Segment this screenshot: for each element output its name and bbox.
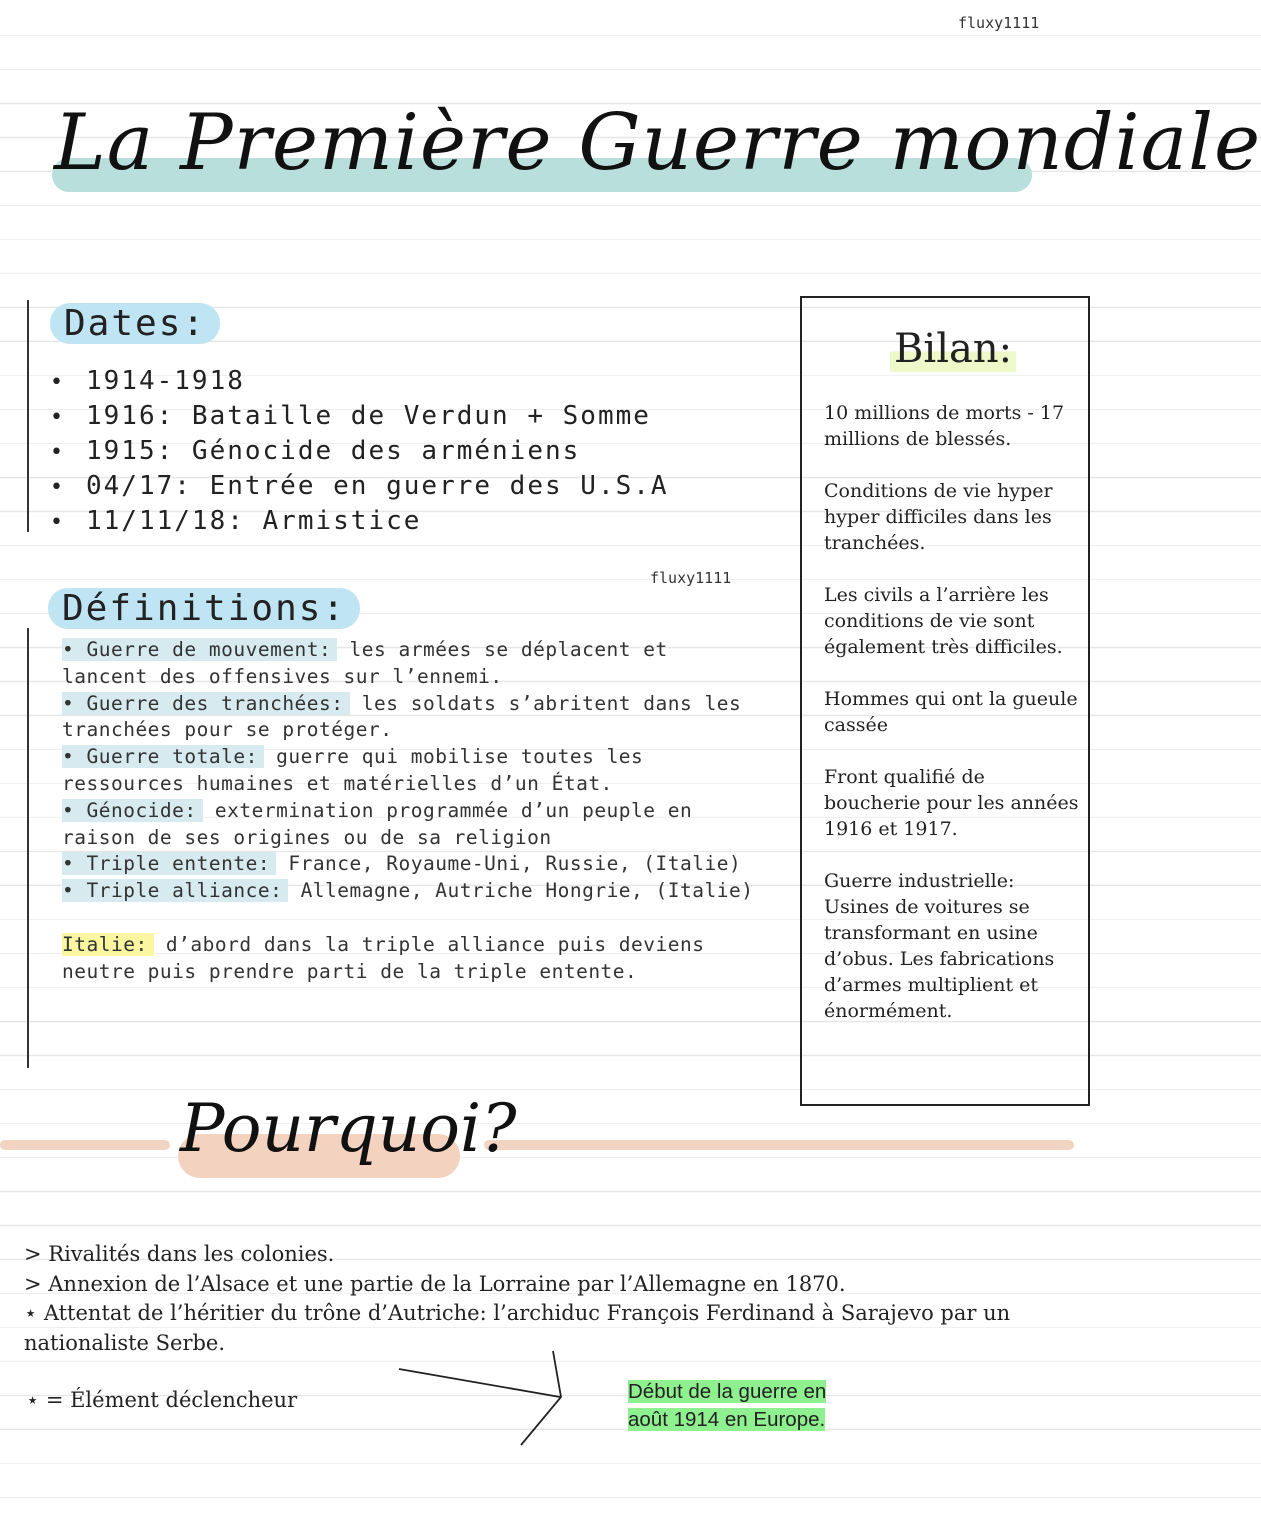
definition-item	[62, 851, 762, 878]
trigger-legend: ⋆ = Élément déclencheur	[26, 1388, 298, 1412]
causes-list	[24, 1240, 1064, 1358]
definition-term: • Triple entente:	[62, 852, 276, 875]
definitions-margin-line	[27, 628, 29, 1068]
war-start-note	[628, 1378, 848, 1434]
definition-text: les soldats s’abritent dans les tranchées pour se protéger.	[62, 691, 742, 742]
date-item: • 1914-1918	[50, 366, 669, 401]
title-block	[40, 90, 1261, 220]
date-item: • 11/11/18: Armistice	[50, 506, 669, 541]
definition-item	[62, 691, 762, 745]
bilan-item: Front qualifié de boucherie pour les années 1916 et 1917.	[824, 766, 1079, 840]
definition-term: • Génocide:	[62, 799, 203, 822]
pourquoi-divider-left	[0, 1140, 170, 1150]
bilan-item: Conditions de vie hyper hyper difficiles dans les tranchées.	[824, 480, 1053, 554]
bilan-title: Bilan:	[890, 326, 1016, 372]
watermark-top: fluxy1111	[958, 14, 1040, 32]
bilan-box	[800, 296, 1090, 1106]
cause-item: > Annexion de l’Alsace et une partie de la Lorraine par l’Allemagne en 1870.	[24, 1271, 846, 1296]
dates-list	[50, 366, 669, 541]
date-item: • 1916: Bataille de Verdun + Somme	[50, 401, 669, 436]
definition-text: Allemagne, Autriche Hongrie, (Italie)	[288, 879, 754, 903]
definition-term: • Guerre de mouvement:	[62, 638, 337, 661]
definitions-list	[62, 637, 762, 986]
definition-text: extermination programmée d’un peuple en raison de ses origines ou de sa religion	[62, 798, 693, 849]
bilan-item: 10 millions de morts - 17 millions de blessés.	[824, 402, 1065, 450]
watermark-middle: fluxy1111	[650, 569, 732, 587]
italie-term: Italie:	[62, 933, 154, 956]
definition-term: • Triple alliance:	[62, 879, 288, 902]
bilan-list	[824, 400, 1084, 1050]
definition-text: les armées se déplacent et lancent des offensives sur l’ennemi.	[62, 638, 668, 688]
date-item: • 1915: Génocide des arméniens	[50, 436, 669, 471]
dates-margin-line	[27, 300, 29, 532]
definition-item	[62, 798, 762, 852]
page-title: La Première Guerre mondiale	[54, 98, 1261, 188]
bilan-item: Guerre industrielle: Usines de voitures se transformant en usine d’obus. Les fabrications d’armes multiplient et énormément.	[824, 870, 1055, 1022]
definition-item	[62, 744, 762, 798]
definition-text: guerre qui mobilise toutes les ressources humaines et matérielles d’un État.	[62, 745, 644, 795]
dates-heading: Dates:	[50, 303, 220, 344]
definitions-heading: Définitions:	[48, 588, 360, 629]
definition-text: France, Royaume-Uni, Russie, (Italie)	[276, 852, 742, 876]
definition-item	[62, 878, 762, 905]
definition-term: • Guerre des tranchées:	[62, 692, 350, 715]
pourquoi-title: Pourquoi?	[180, 1090, 517, 1167]
bilan-item: Hommes qui ont la gueule cassée	[824, 688, 1078, 736]
spacer	[62, 905, 762, 932]
date-item: • 04/17: Entrée en guerre des U.S.A	[50, 471, 669, 506]
war-start-text: Début de la guerre en août 1914 en Europe.	[628, 1380, 827, 1431]
cause-item: ⋆ Attentat de l’héritier du trône d’Autriche: l’archiduc François Ferdinand à Sarajevo par un nationaliste Serbe.	[24, 1301, 1011, 1355]
bilan-item: Les civils a l’arrière les conditions de vie sont également très difficiles.	[824, 584, 1063, 658]
pourquoi-divider-right	[484, 1140, 1074, 1150]
definition-item	[62, 637, 762, 691]
definition-term: • Guerre totale:	[62, 745, 264, 768]
italie-text: d’abord dans la triple alliance puis deviens neutre puis prendre parti de la triple entente.	[62, 932, 705, 983]
cause-item: > Rivalités dans les colonies.	[24, 1242, 335, 1266]
italie-note	[62, 932, 762, 986]
arrow-right-icon	[395, 1345, 575, 1455]
